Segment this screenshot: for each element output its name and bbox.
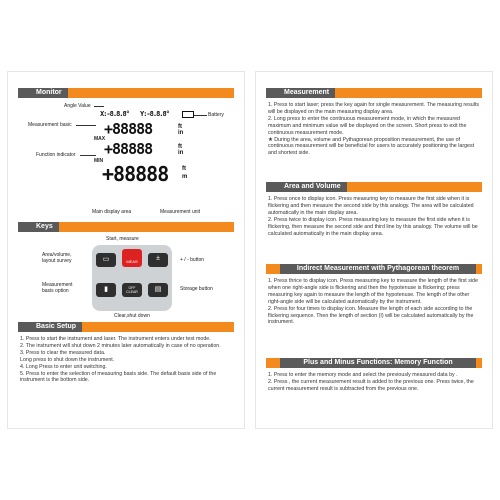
indirect-title: Indirect Measurement with Pythagorean theorem (280, 264, 476, 274)
setup-item-5: 4. Long Press to enter unit switching. (20, 363, 107, 370)
battery-icon (182, 111, 194, 118)
indirect-text (268, 278, 480, 326)
setup-item-1: 1. Press to start the instrument and laser. The instrument enters under test mode. (20, 336, 211, 342)
area-volume-text (268, 196, 480, 237)
indirect-item-2: 2. Press for four times to display icon. Measure the length of each side according to the flickering sequence. Then the length of section (I) will be calculated automatically by the instrument. (268, 305, 474, 326)
measurement-title: Measurement (266, 88, 335, 98)
meas-button[interactable]: MEAS (122, 249, 142, 267)
lcd-min: MIN (94, 158, 104, 164)
measurement-item-2: 2. Long press to enter the continuous measurement mode, in which the measured maximum and minimum value will be displayed on the screen. Short press to exit the continuous measurement mode. (268, 115, 467, 136)
measurement-item-1: 1. Press to start laser; press the key again for single measurement. The measuring results will be displayed on the main measuring display area. (268, 102, 479, 115)
off-clear-button[interactable]: OFF CLEAR (122, 283, 142, 297)
memory-item-2: 2. Press , the current measurement result is added to the previous one. Press twice, the current measurement result is subtracted from the previous one. (268, 378, 474, 392)
right-page (256, 72, 492, 428)
setup-item-4: Long press to shut down the instrument. (20, 356, 115, 363)
storage-label: Storage button (180, 286, 213, 292)
memory-title: Plus and Minus Functions: Memory Function (280, 358, 476, 368)
lcd-unit-ft-2: ft (178, 144, 182, 150)
lcd-angle-x: X:-8.8.8° (100, 110, 129, 118)
lcd-unit-in-2: in (178, 150, 184, 156)
measurement-text (268, 102, 480, 157)
measurement-unit-label: Measurement unit (160, 209, 201, 215)
lcd-unit-ft-3: ft (182, 166, 186, 172)
lcd-row-3: +88888 (102, 162, 169, 186)
battery-label: Battery (208, 112, 224, 118)
lcd-unit-m-3: m (182, 174, 188, 180)
measurement-basis-button[interactable]: ▮ (96, 283, 116, 297)
storage-button[interactable]: ▤ (148, 283, 168, 297)
measurement-basic-label: Measurement basic (28, 122, 72, 128)
left-page (8, 72, 244, 428)
plus-minus-label: + / - button (180, 257, 205, 263)
indirect-item-1: 1. Press thrice to display icon. Press measuring key to measure the length of the first side when one right-angle side is flickering and then the hypotenuse is flickering; press measuring key again to measure the length of the hypotenuse. The length of the other right-angle side will be calculated automatically by the instrument. (268, 278, 478, 305)
measurement-basis-label: Measurement basis option (42, 282, 73, 294)
memory-text (268, 372, 480, 393)
start-measure-label: Start, measure (106, 236, 139, 242)
area-volume-button[interactable]: ▭ (96, 253, 116, 267)
angle-value-label: Angle Value (64, 103, 91, 109)
lcd-unit-ft-1: ft (178, 124, 182, 130)
lcd-row-1: +88888 (104, 120, 153, 138)
plus-minus-button[interactable]: ± (148, 253, 168, 267)
lcd-row-2: +88888 (104, 140, 153, 158)
main-display-area-label: Main display area (92, 209, 132, 215)
area-volume-label: Area/volume, layout survey (42, 252, 72, 264)
lcd-max: MAX (94, 136, 106, 142)
setup-item-3: 3. Press to clear the measured data. (20, 349, 106, 356)
lcd-unit-in-1: in (178, 130, 184, 136)
area-volume-item-1: 1. Press once to display icon. Press measuring key to measure the first side when it is flickering and then measure the second side by this analogy. The area will be calculated automatically in the main display area. (268, 196, 474, 216)
clear-shutdown-label: Clear,shut down (114, 313, 150, 319)
area-volume-item-2: 2. Press twice to display icon. Press measuring key to measure the first side when it is flickering, then measure the second side and third line by this analogy. The volume will be calculated automatically in the main display area. (268, 216, 478, 237)
setup-item-6: 5. Press to enter the selection of measuring basis side. The default basis side of the instrument is the bottom side. (20, 370, 217, 384)
keys-title: Keys (18, 222, 59, 232)
area-volume-title: Area and Volume (266, 182, 347, 192)
monitor-title: Monitor (18, 88, 68, 98)
memory-item-1: 1. Press to enter the memory mode and select the previously measured data by . (268, 372, 458, 378)
basic-setup-title: Basic Setup (18, 322, 82, 332)
basic-setup-text (20, 336, 232, 384)
lcd-angle-y: Y:-8.8.8° (140, 110, 169, 118)
keypad (92, 245, 172, 311)
lcd-display (96, 110, 196, 190)
function-indicator-label: Function indicator (36, 152, 76, 158)
measurement-item-3: ★ During the area, volume and Pythagorean proposition measurement, the use of continuous measurement will be beneficial for users to accurately positioning the largest and shortest side. (268, 136, 475, 157)
setup-item-2: 2. The instrument will shut down 2 minutes later automatically in case of no operation. (20, 342, 221, 349)
